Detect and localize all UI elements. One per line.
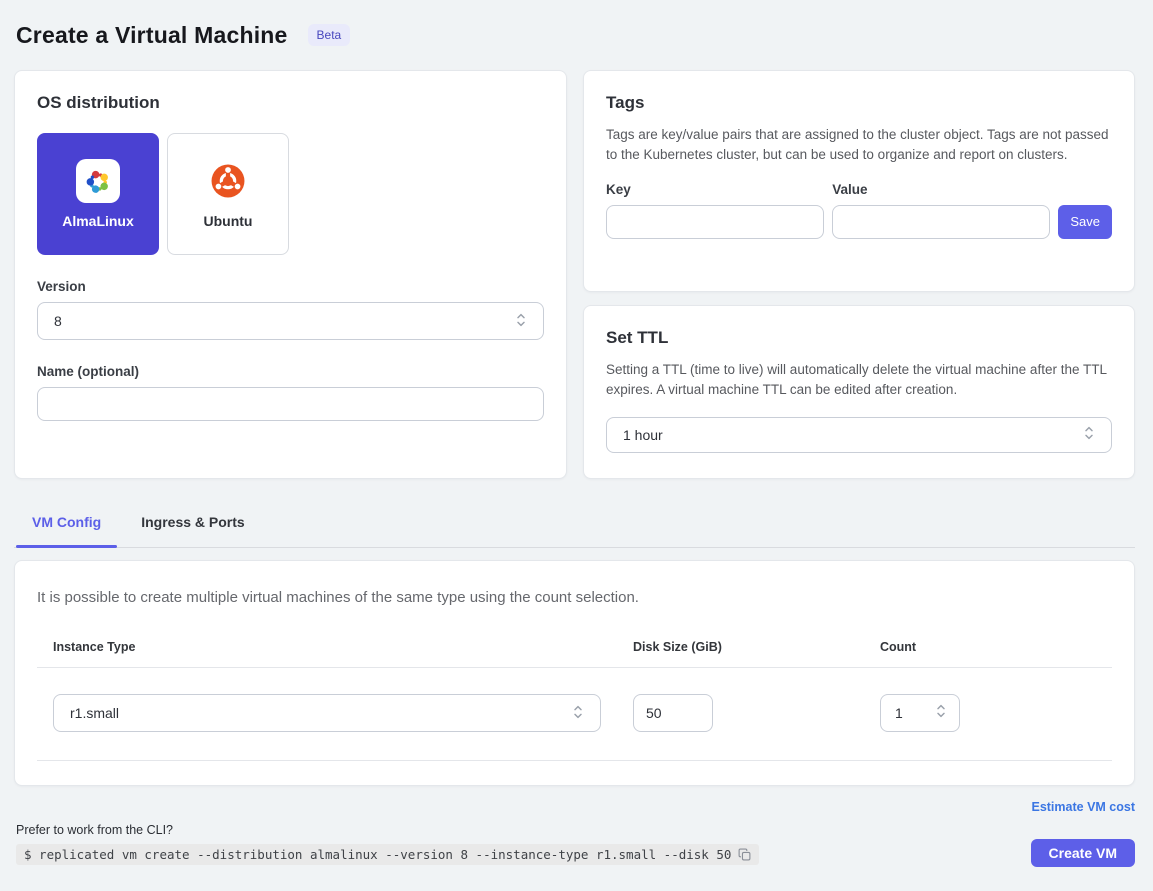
tab-ingress-ports[interactable]: Ingress & Ports (141, 514, 245, 530)
column-instance-type: Instance Type (53, 640, 136, 654)
os-distribution-card (14, 70, 567, 479)
name-label: Name (optional) (37, 364, 140, 379)
footer-row (16, 823, 1135, 867)
os-card-title: OS distribution (37, 93, 160, 112)
tab-vm-config[interactable]: VM Config (16, 505, 117, 547)
column-count: Count (880, 640, 917, 654)
create-vm-button[interactable]: Create VM (1031, 839, 1135, 867)
count-input[interactable] (895, 705, 933, 721)
copy-icon[interactable] (738, 848, 751, 861)
tags-form (606, 182, 1112, 239)
ttl-card-title: Set TTL (606, 328, 669, 347)
vm-table-header (37, 640, 1112, 668)
tags-card (583, 70, 1135, 292)
chevron-updown-icon (933, 702, 949, 725)
value-label: Value (832, 181, 868, 197)
column-disk-size: Disk Size (GiB) (633, 640, 722, 654)
estimate-vm-cost-link[interactable]: Estimate VM cost (1031, 800, 1135, 814)
vm-table (37, 640, 1112, 761)
version-label: Version (37, 279, 86, 294)
ttl-select[interactable] (606, 417, 1112, 453)
ttl-select-value: 1 hour (623, 426, 663, 443)
cli-prompt-text: Prefer to work from the CLI? (16, 823, 174, 837)
footer (16, 800, 1135, 867)
vm-table-row (37, 668, 1112, 732)
cli-command-block (16, 844, 759, 865)
count-stepper[interactable] (880, 694, 960, 732)
disk-size-input[interactable] (633, 694, 713, 732)
almalinux-label: AlmaLinux (62, 213, 134, 229)
cli-block (16, 823, 759, 865)
instance-type-select[interactable] (53, 694, 601, 732)
os-tile-ubuntu[interactable] (167, 133, 289, 255)
beta-badge: Beta (308, 24, 351, 46)
right-column (583, 70, 1135, 479)
tags-card-description: Tags are key/value pairs that are assigned to the cluster object. Tags are not passed to the Kubernetes cluster, but can be used to organize and report on clusters. (606, 127, 1109, 163)
key-input[interactable] (606, 205, 824, 239)
top-cards-row (14, 70, 1135, 479)
value-input[interactable] (832, 205, 1050, 239)
tag-key-column (606, 182, 824, 239)
ubuntu-icon (206, 159, 250, 203)
tags-card-title: Tags (606, 93, 645, 112)
vm-config-intro: It is possible to create multiple virtual machines of the same type using the count selection. (37, 589, 639, 606)
cli-command-text: $ replicated vm create --distribution almalinux --version 8 --instance-type r1.small --disk 50 (24, 847, 732, 862)
version-select[interactable] (37, 302, 544, 340)
os-tiles (37, 133, 544, 255)
ubuntu-label: Ubuntu (203, 213, 253, 229)
ttl-card (583, 305, 1135, 479)
ttl-card-description: Setting a TTL (time to live) will automatically delete the virtual machine after the TTL expires. A virtual machine TTL can be edited after creation. (606, 362, 1107, 398)
page-title: Create a Virtual Machine (16, 21, 288, 48)
almalinux-icon (76, 159, 120, 203)
page-header (0, 0, 1153, 56)
key-label: Key (606, 181, 631, 197)
tab-bar (14, 505, 1135, 548)
chevron-updown-icon (570, 703, 586, 724)
vm-config-panel (14, 560, 1135, 786)
row-divider (37, 760, 1112, 761)
chevron-updown-icon (1081, 424, 1097, 445)
chevron-updown-icon (513, 311, 529, 332)
instance-type-value: r1.small (70, 705, 120, 721)
os-tile-almalinux[interactable] (37, 133, 159, 255)
version-select-value: 8 (54, 313, 62, 329)
tag-value-column (832, 182, 1050, 239)
name-input[interactable] (37, 387, 544, 421)
save-button[interactable]: Save (1058, 205, 1112, 239)
